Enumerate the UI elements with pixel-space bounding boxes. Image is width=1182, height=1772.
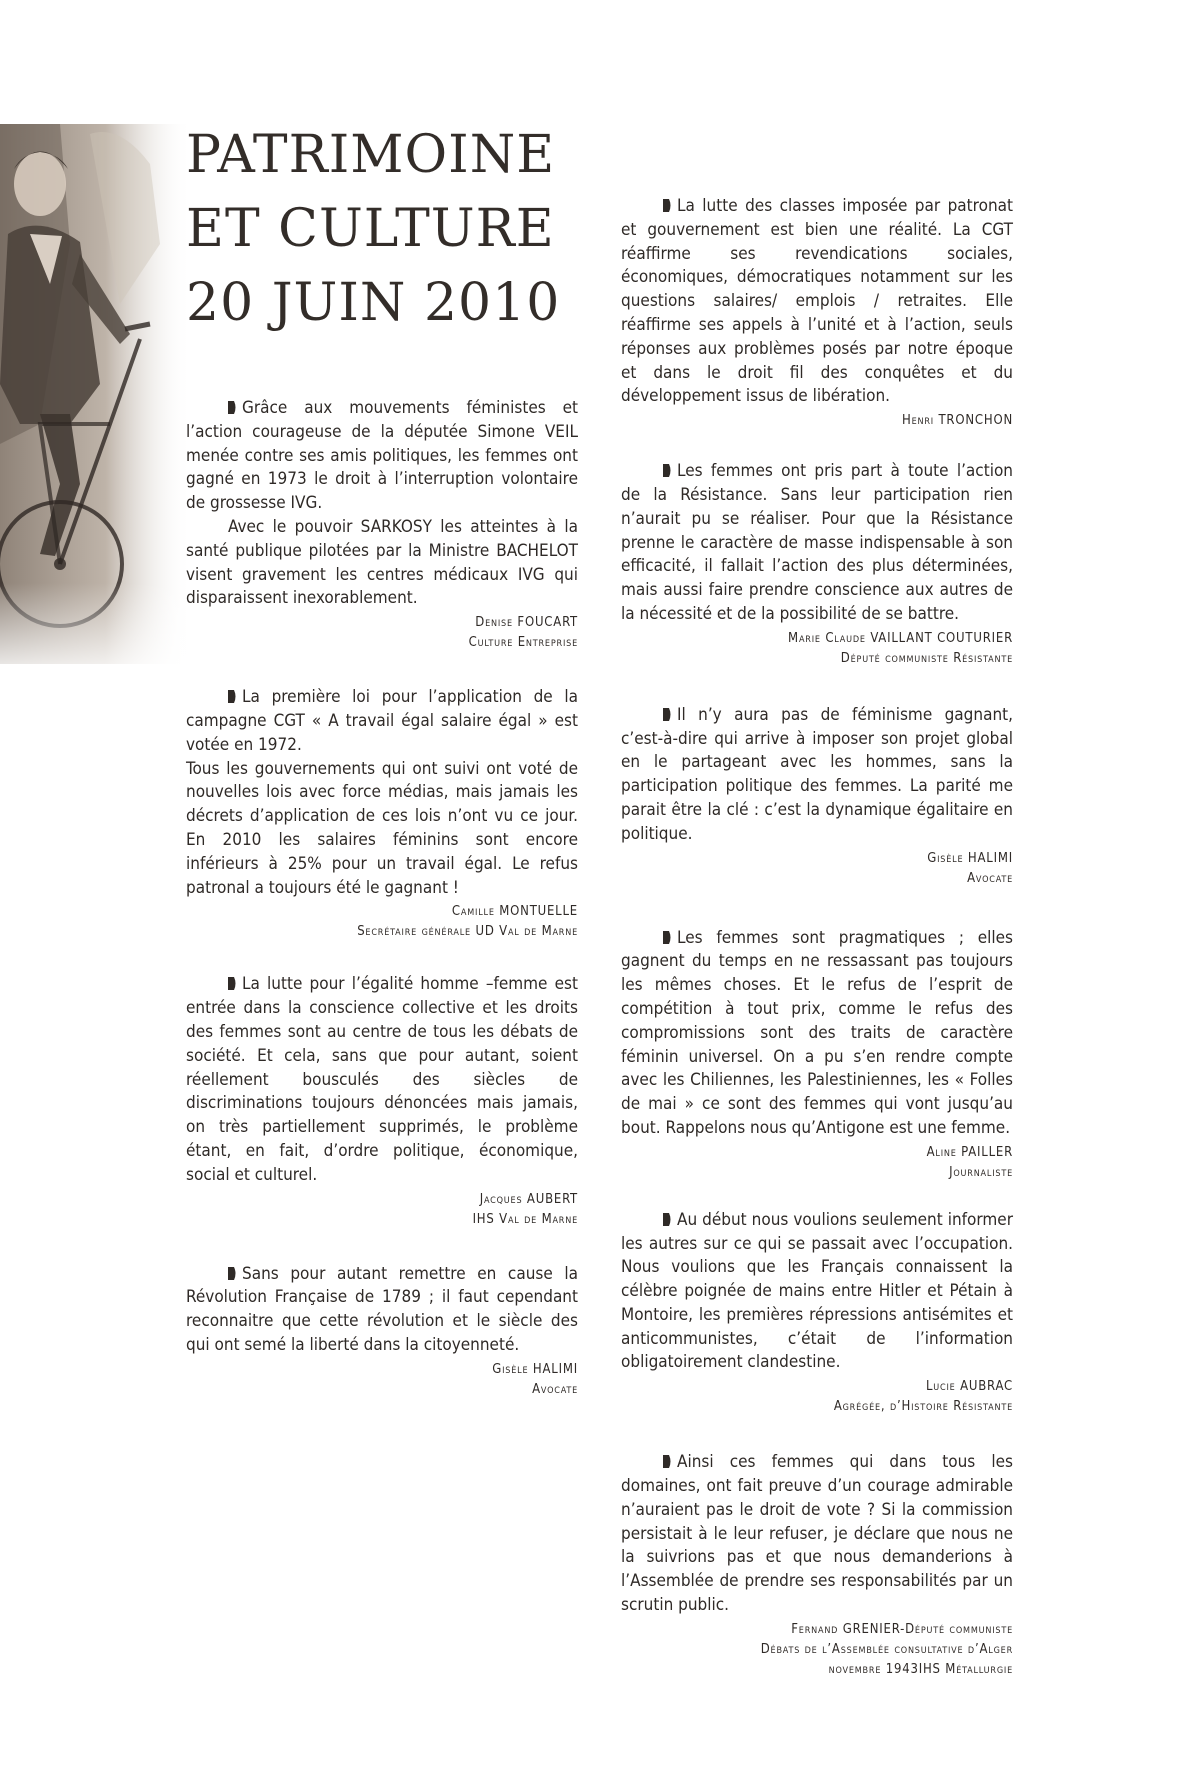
article <box>186 973 578 1229</box>
author-signature <box>621 1143 1013 1183</box>
title-line-3: 20 JUIN 2010 <box>186 273 561 333</box>
author-signature <box>186 1190 578 1230</box>
paragraph-text: La lutte des classes imposée par patronat et gouvernement est bien une réalité. La CGT réaffirme ses revendications sociales, économiques, démocratiques notamment sur les questions salaires/ emplois / retraites. Elle réaffirme ses appels à l’unité et à l’action, seuls réponses aux problèmes posés par notre époque et dans le droit fil des conquêtes et du développement issus de libération. <box>621 196 1013 407</box>
vintage-cyclist-photo <box>0 124 192 664</box>
article <box>621 1451 1013 1680</box>
title-line-2: ET CULTURE <box>186 199 555 259</box>
bullet-marker-icon <box>663 464 672 477</box>
left-column <box>186 397 578 1400</box>
author-signature <box>621 1620 1013 1680</box>
article <box>621 704 1013 889</box>
bullet-marker-icon <box>663 931 672 944</box>
author-name: Aline PAILLER <box>926 1144 1013 1160</box>
author-signature <box>621 849 1013 889</box>
paragraph-text: Sans pour autant remettre en cause la Révolution Française de 1789 ; il faut cependant reconnaitre que cette révolution et le siècle des qui ont semé la liberté dans la citoyenneté. <box>186 1263 578 1355</box>
author-name: Gisèle HALIMI <box>927 850 1013 866</box>
paragraph-text: La première loi pour l’application de la campagne CGT « A travail égal salaire égal » est votée en 1972. <box>186 687 578 755</box>
title-line-1: PATRIMOINE <box>186 125 556 185</box>
author-signature <box>621 1377 1013 1417</box>
author-signature <box>186 1360 578 1400</box>
article-paragraph <box>621 195 1013 409</box>
paragraph-text: Les femmes sont pragmatiques ; elles gagnent du temps en ne ressassant pas toujours les mêmes choses. Et le refus de l’esprit de compétition à tout prix, comme le refus des compromissions sont des traits de caractère féminin universel. On a pu s’en rendre compte avec les Chiliennes, les Palestiniennes, les « Folles de mai » ce sont des femmes qui vont jusqu’au bout. Rappelons nous qu’Antigone est une femme. <box>621 927 1013 1138</box>
author-name: Fernand GRENIER-Député communiste <box>791 1621 1013 1637</box>
article-paragraph <box>186 1263 578 1358</box>
paragraph-text: Tous les gouvernements qui ont suivi ont voté de nouvelles lois avec force médias, mais jamais les décrets d’application de ces lois n’ont vu ce jour. En 2010 les salaires féminins sont encore inférieurs à 25% pour un travail égal. Le refus patronal a toujours été le gagnant ! <box>186 758 578 898</box>
article-paragraph <box>186 397 578 516</box>
paragraph-text: Au début nous voulions seulement informer les autres sur ce qui se passait avec l’occupation. Nous voulions que les Français connaissent la célèbre poignée de mains entre Hitler et Pétain à Montoire, les premières répressions antisémites et anticommunistes, c’était de l’information obligatoirement clandestine. <box>621 1209 1013 1373</box>
bullet-marker-icon <box>228 690 237 703</box>
article <box>186 686 578 942</box>
author-name: Camille MONTUELLE <box>451 904 578 920</box>
author-name: Denise FOUCART <box>475 615 578 631</box>
article-paragraph <box>621 460 1013 627</box>
author-name: Lucie AUBRAC <box>925 1379 1013 1395</box>
article <box>186 1263 578 1400</box>
author-affiliation: Avocate <box>532 1381 578 1397</box>
author-affiliation: Secrétaire générale UD Val de Marne <box>357 924 578 940</box>
author-affiliation: Député communiste Résistante <box>840 650 1013 666</box>
article-paragraph <box>621 1209 1013 1376</box>
article-paragraph <box>186 973 578 1187</box>
author-name: Marie Claude VAILLANT COUTURIER <box>788 630 1013 646</box>
bullet-marker-icon <box>663 199 672 212</box>
article <box>621 195 1013 431</box>
paragraph-text: La lutte pour l’égalité homme –femme est entrée dans la conscience collective et les droits des femmes sont au centre de tous les débats de société. Et cela, sans que pour autant, soient réellement bousculés des siècles de discriminations toujours dénoncées mais jamais, on très partiellement supprimés, le problème étant, en fait, d’ordre politique, économique, social et culturel. <box>186 974 578 1185</box>
article <box>186 397 578 653</box>
paragraph-text: Les femmes ont pris part à toute l’action de la Résistance. Sans leur participation rien n’aurait pu se réaliser. Pour que la Résistance prenne le caractère de masse indispensable à son efficacité, il fallait l’action des plus déterminées, mais aussi faire prendre conscience aux autres de la nécessité et de la possibilité de se battre. <box>621 461 1013 624</box>
author-name: Henri TRONCHON <box>901 413 1013 429</box>
author-signature <box>621 411 1013 431</box>
right-column <box>621 195 1013 1680</box>
bullet-marker-icon <box>663 1455 672 1468</box>
page-title <box>186 118 586 340</box>
author-affiliation: Avocate <box>967 870 1013 886</box>
bullet-marker-icon <box>228 977 237 990</box>
bullet-marker-icon <box>228 1267 237 1280</box>
author-affiliation: Culture Entreprise <box>468 635 578 651</box>
paragraph-text: Avec le pouvoir SARKOSY les atteintes à la santé publique pilotées par la Ministre BACHELOT visent gravement les centres médicaux IVG qui disparaissent inexorablement. <box>186 516 578 609</box>
bullet-marker-icon <box>228 401 237 414</box>
author-affiliation: Débats de l’Assemblée consultative d’Alger <box>760 1641 1013 1657</box>
article-paragraph <box>621 927 1013 1141</box>
bullet-marker-icon <box>663 1213 672 1226</box>
author-name: Jacques AUBERT <box>479 1191 578 1207</box>
article-paragraph <box>186 686 578 757</box>
author-affiliation: Journaliste <box>949 1164 1013 1180</box>
author-affiliation: novembre 1943IHS Métallurgie <box>828 1661 1013 1677</box>
article-paragraph <box>186 758 578 901</box>
paragraph-text: Ainsi ces femmes qui dans tous les domaines, ont fait preuve d’un courage admirable n’auraient pas le droit de vote ? Si la commission persistait à le leur refuser, je déclare que nous ne la suivrions pas et que nous demanderions à l’Assemblée de prendre ses responsabilités par un scrutin public. <box>621 1452 1013 1616</box>
article <box>621 1209 1013 1418</box>
author-affiliation: IHS Val de Marne <box>472 1211 578 1227</box>
article <box>621 927 1013 1183</box>
article-paragraph <box>621 1451 1013 1618</box>
article-paragraph <box>186 516 578 611</box>
author-affiliation: Agrégée, d’Histoire Résistante <box>833 1399 1013 1415</box>
author-signature <box>186 902 578 942</box>
paragraph-text: Il n’y aura pas de féminisme gagnant, c’est-à-dire qui arrive à imposer son projet global en le partageant avec les hommes, sans la participation politique des femmes. La parité me parait être la clé : c’est la dynamique égalitaire en politique. <box>621 704 1013 844</box>
article-paragraph <box>621 704 1013 847</box>
bullet-marker-icon <box>663 708 672 721</box>
article <box>621 460 1013 669</box>
author-signature <box>186 613 578 653</box>
author-signature <box>621 629 1013 669</box>
author-name: Gisèle HALIMI <box>492 1361 578 1377</box>
paragraph-text: Grâce aux mouvements féministes et l’action courageuse de la députée Simone VEIL menée contre ses amis politiques, les femmes ont gagné en 1973 le droit à l’interruption volontaire de grossesse IVG. <box>186 398 578 514</box>
